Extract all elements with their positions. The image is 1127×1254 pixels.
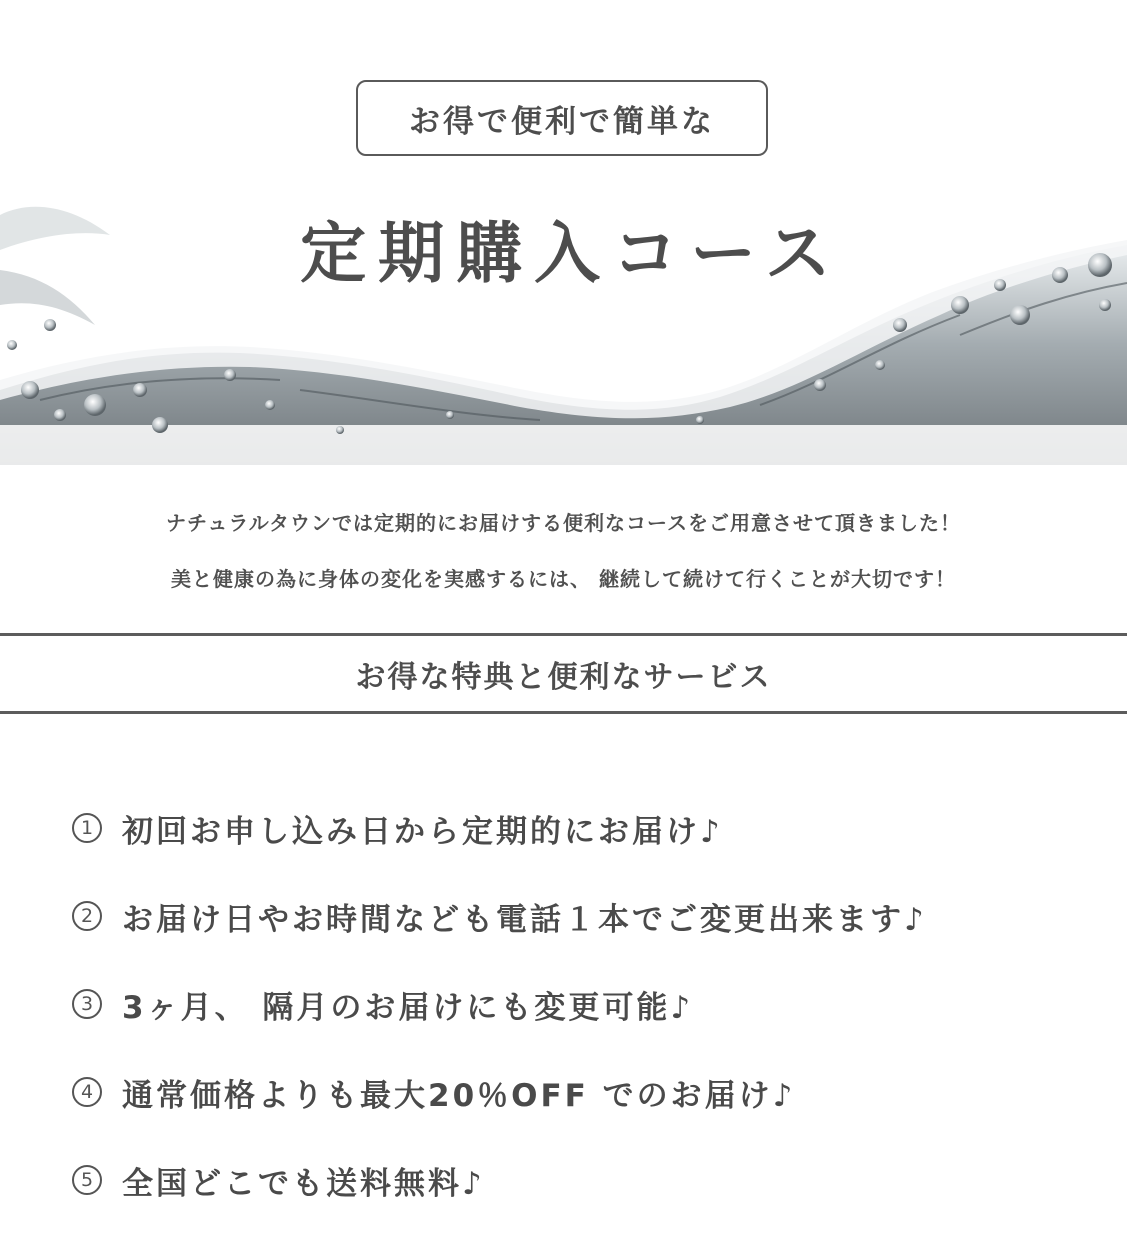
benefit-text: 3ヶ月、 隔月のお届けにも変更可能♪ — [122, 989, 694, 1026]
page-title: 定期購入コース — [300, 215, 843, 292]
benefit-item — [72, 1136, 1112, 1224]
tagline-badge — [356, 80, 768, 156]
section-rule-top — [0, 633, 1127, 636]
benefit-item — [72, 1048, 1112, 1136]
benefits-list — [72, 784, 1112, 1224]
benefit-text: お届け日やお時間なども電話１本でご変更出来ます♪ — [122, 901, 927, 938]
circled-number-icon: 1 — [72, 813, 102, 843]
intro-line-1: ナチュラルタウンでは定期的にお届けする便利なコースをご用意させて頂きました！ — [166, 511, 961, 535]
circled-number-icon: 2 — [72, 901, 102, 931]
intro-line-2: 美と健康の為に身体の変化を実感するには、 継続して続けて行くことが大切です！ — [171, 567, 956, 591]
circled-number-icon: 4 — [72, 1077, 102, 1107]
circled-number-icon: 3 — [72, 989, 102, 1019]
benefit-text: 初回お申し込み日から定期的にお届け♪ — [122, 813, 723, 850]
benefit-item — [72, 960, 1112, 1048]
section-rule-bottom — [0, 711, 1127, 714]
benefit-text: 通常価格よりも最大20％OFF でのお届け♪ — [122, 1077, 796, 1114]
benefit-text: 全国どこでも送料無料♪ — [122, 1165, 485, 1202]
benefit-item — [72, 872, 1112, 960]
benefit-item — [72, 784, 1112, 872]
section-title: お得な特典と便利なサービス — [355, 660, 772, 695]
circled-number-icon: 5 — [72, 1165, 102, 1195]
tagline-text: お得で便利で簡単な — [409, 103, 715, 140]
